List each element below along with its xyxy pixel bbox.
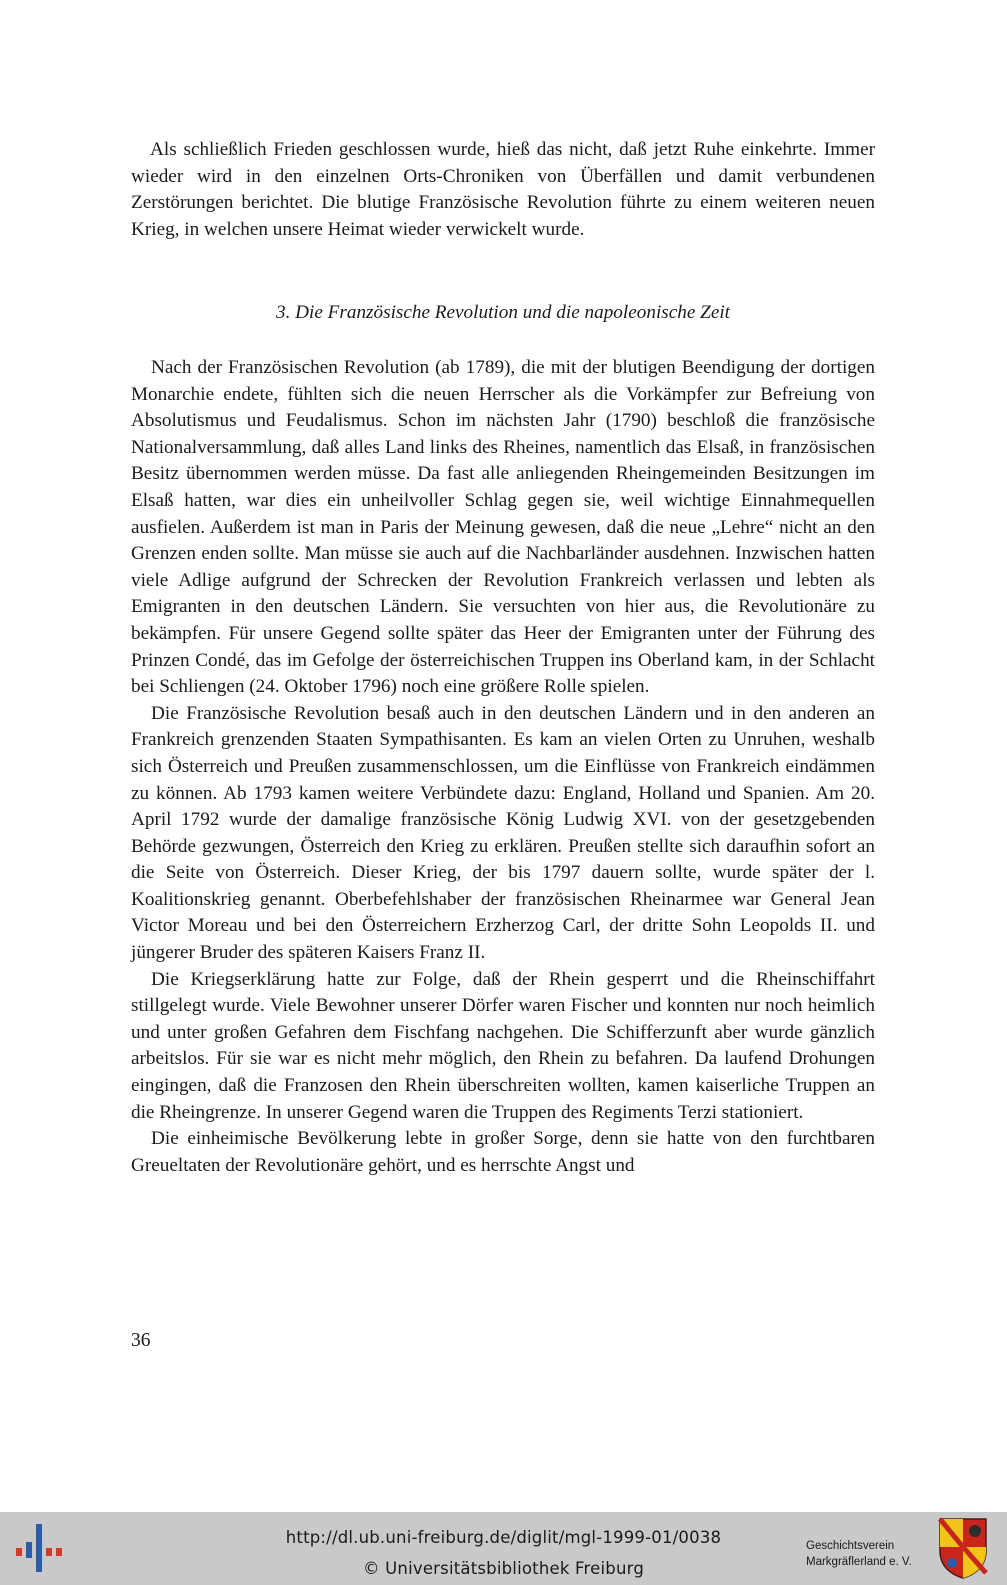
footer-url-link[interactable]: http://dl.ub.uni-freiburg.de/diglit/mgl-1999-01/0038 xyxy=(285,1528,722,1547)
section-heading: 3. Die Französische Revolution und die napoleonische Zeit xyxy=(275,302,731,323)
body-paragraph: Die Kriegserklärung hatte zur Folge, daß der Rhein gesperrt und die Rheinschiffahrt stillgelegt wurde. Viele Bewohner unserer Dörfer waren Fischer und konnten nur noch heimlich und unter großen Gefahren dem Fischfang nachgehen. Die Schifferzunft aber wurde gänzlich arbeitslos. Für sie war es nicht mehr möglich, den Rhein zu befahren. Da laufend Drohungen eingingen, daß die Franzosen den Rhein überschreiten wollten, kamen kaiserliche Truppen an die Rheingrenze. In unserer Gegend waren die Truppen des Regiments Terzi stationiert. xyxy=(131,968,875,1123)
body-paragraph: Die einheimische Bevölkerung lebte in großer Sorge, denn sie hatte von den furchtbaren Greueltaten der Revolutionäre gehört, und es herrschte Angst und xyxy=(131,1128,875,1176)
page-number: 36 xyxy=(131,1330,151,1351)
intro-text xyxy=(131,137,875,243)
body-paragraph: Nach der Französischen Revolution (ab 1789), die mit der blutigen Beendigung der dortigen Monarchie endete, fühlten sich die neuen Herrscher als die Vorkämpfer zur Befreiung von Absolutismus und Feudalismus. Schon im nächsten Jahr (1790) beschloß die französische Nationalversammlung, daß alles Land links des Rheines, namentlich das Elsaß, in französischen Besitz übernommen werden müsse. Da fast alle anliegenden Rheingemeinden Besitzungen im Elsaß hatten, war dies ein unheilvoller Schlag gegen sie, weil wichtige Einnahmequellen ausfielen. Außerdem ist man in Paris der Meinung gewesen, daß die neue „Lehre“ nicht an den Grenzen enden sollte. Man müsse sie auch auf die Nachbarländer ausdehnen. Inzwischen hatten viele Adlige aufgrund der Schrecken der Revolution Frankreich verlassen und lebten als Emigranten in den deutschen Ländern. Sie versuchten von hier aus, die Revolutionäre zu bekämpfen. Für unsere Gegend sollte später das Heer der Emigranten unter der Führung des Prinzen Condé, das im Gefolge der österreichischen Truppen ins Oberland kam, in der Schlacht bei Schliengen (24. Oktober 1796) noch eine größere Rolle spielen. xyxy=(131,357,875,698)
intro-paragraph: Als schließlich Frieden geschlossen wurde, hieß das nicht, daß jetzt Ruhe einkehrte. Immer wieder wird in den einzelnen Orts-Chroniken von Überfällen und damit verbundenen Zerstörungen berichtet. Die blutige Französische Revolution führte zu einem weiteren neuen Krieg, in welchen unsere Heimat wieder verwickelt wurde. xyxy=(131,139,875,240)
society-name xyxy=(806,1538,912,1570)
society-name-line: Geschichtsverein xyxy=(806,1540,895,1552)
body-paragraph: Die Französische Revolution besaß auch in den deutschen Ländern und in den anderen an Frankreich grenzenden Staaten Sympathisanten. Es kam an vielen Orten zu Unruhen, weshalb sich Österreich und Preußen zusammenschlossen, um die Einflüsse von Frankreich eindämmen zu können. Ab 1793 kamen weitere Verbündete dazu: England, Holland und Spanien. Am 20. April 1792 wurde der damalige französische König Ludwig XVI. von der gesetzgebenden Behörde gezwungen, Österreich den Krieg zu erklären. Preußen stellte sich daraufhin sofort an die Seite von Österreich. Dieser Krieg, der bis 1797 dauern sollte, wurde später der l. Koalitionskrieg genannt. Oberbefehlshaber der französischen Rheinarmee war General Jean Victor Moreau und bei den Österreichern Erzherzog Carl, der dritte Sohn Leopolds II. und jüngerer Bruder des späteren Kaisers Franz II. xyxy=(131,702,875,964)
coat-of-arms-icon xyxy=(938,1517,988,1579)
body-text xyxy=(131,355,875,1179)
society-name-line: Markgräflerland e. V. xyxy=(806,1556,912,1568)
footer-copyright: © Universitätsbibliothek Freiburg xyxy=(362,1559,644,1578)
